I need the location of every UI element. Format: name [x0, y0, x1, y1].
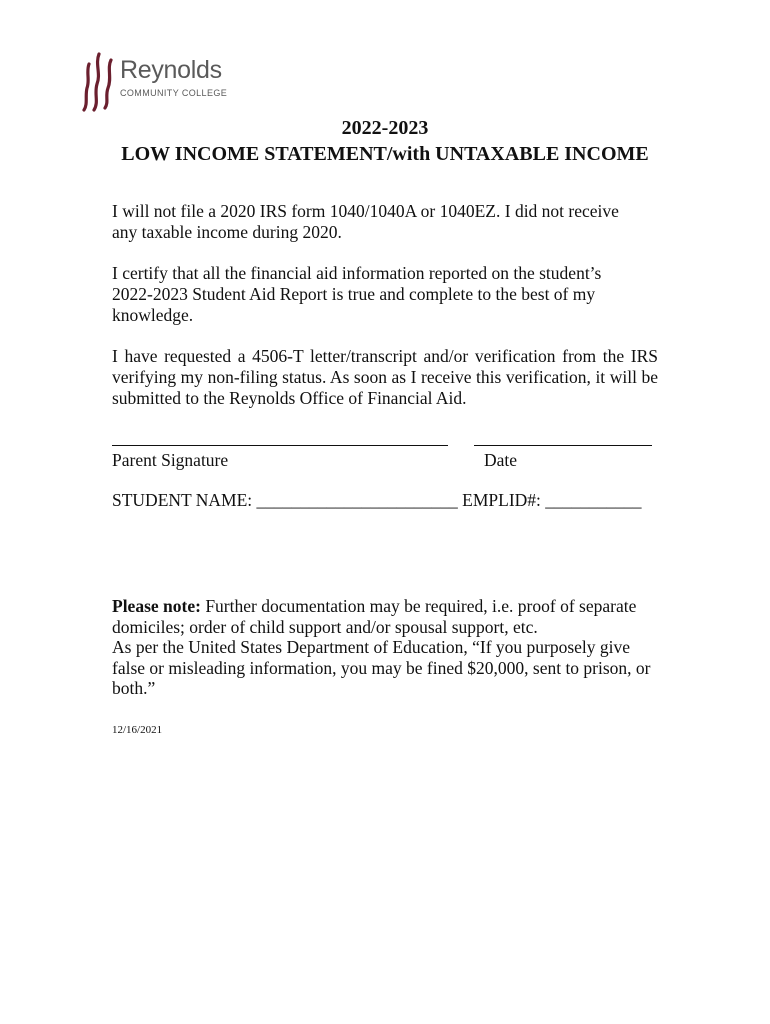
statement-certify: I certify that all the financial aid information reported on the student’s 2022-2023 Student Aid Report is true and complete to the best of my knowledge.	[112, 263, 602, 325]
note-quote: As per the United States Department of Education, “If you purposely give false or misleading information, you may be fined $20,000, sent to prison, or both.”	[112, 637, 651, 698]
emplid-label: EMPLID#:	[462, 490, 541, 510]
parent-signature-line[interactable]	[112, 445, 448, 446]
emplid-field[interactable]: ___________	[545, 490, 642, 510]
student-info-row	[112, 490, 658, 511]
signature-row	[112, 428, 658, 476]
reynolds-logo	[80, 50, 240, 114]
note-first	[112, 596, 662, 637]
student-name-label: STUDENT NAME:	[112, 490, 253, 510]
logo-name: Reynolds	[120, 56, 222, 84]
student-name-field[interactable]: _______________________	[256, 490, 458, 510]
logo-subtitle: COMMUNITY COLLEGE	[120, 88, 228, 98]
statement-no-filing: I will not file a 2020 IRS form 1040/1040A or 1040EZ. I did not receive any taxable income during 2020.	[112, 201, 619, 242]
date-line[interactable]	[474, 445, 652, 446]
please-note-section	[112, 596, 662, 699]
footer-date: 12/16/2021	[112, 724, 163, 736]
title-year: 2022-2023	[341, 117, 429, 139]
parent-signature-label: Parent Signature	[112, 450, 229, 470]
date-label: Date	[484, 450, 518, 470]
note-text: Further documentation may be required, i.e. proof of separate domiciles; order of child support and/or spousal support, etc.	[112, 596, 637, 637]
reynolds-logo-mark-icon	[80, 50, 116, 112]
statement-irs-request: I have requested a 4506-T letter/transcript and/or verification from the IRS verifying my non-filing status. As soon as I receive this verification, it will be submitted to the Reynolds Office of Financial Aid.	[112, 346, 658, 408]
document-title: LOW INCOME STATEMENT/with UNTAXABLE INCOME	[121, 143, 649, 165]
note-lead: Please note:	[112, 596, 201, 616]
